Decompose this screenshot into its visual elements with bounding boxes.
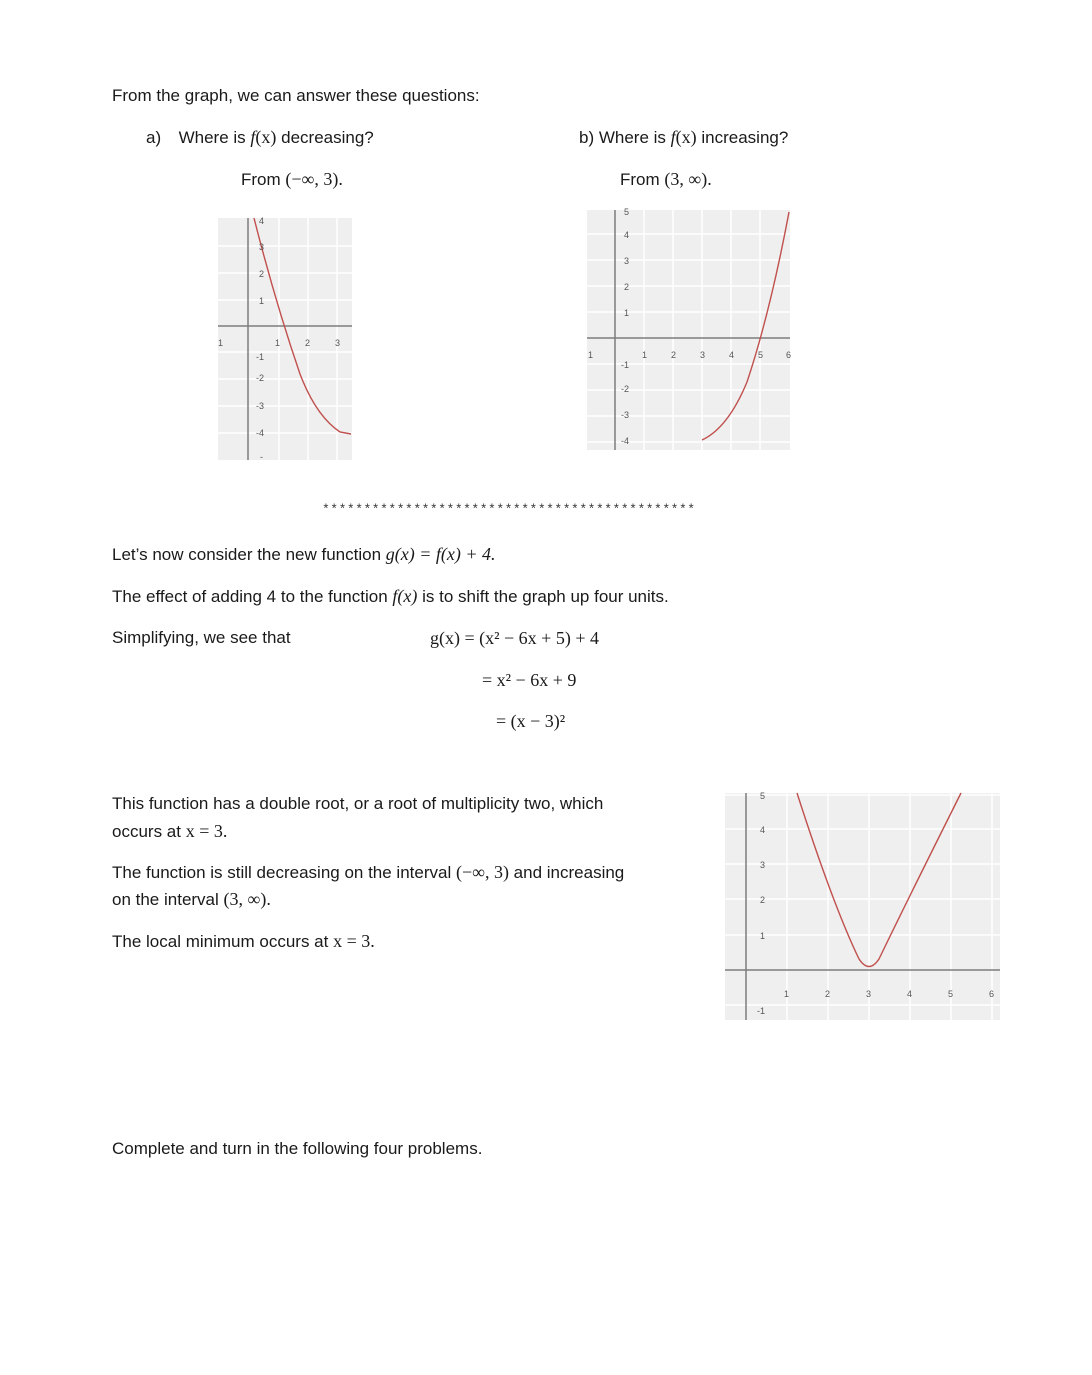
graph-b-ytick: -3 (621, 410, 630, 420)
graph-c-xtick: 4 (907, 989, 913, 999)
graph-c-xtick: 1 (784, 989, 790, 999)
minimum-line (112, 931, 375, 952)
new-function-line (112, 544, 496, 565)
graph-c-xtick: 3 (866, 989, 872, 999)
graph-b-ytick: -4 (621, 436, 630, 446)
graph-a-ytick: 4 (259, 216, 265, 226)
graph-a-ytick: 1 (259, 296, 265, 306)
answer-b (620, 169, 712, 190)
answer-a-pre: From (241, 170, 286, 189)
question-a-pre: Where is (178, 128, 251, 147)
graph-c-ytick: 2 (760, 895, 766, 905)
graph-b-xtick: 3 (700, 350, 706, 360)
interval-line-1-pre: The function is still decreasing on the interval (112, 863, 456, 882)
graph-a-ytick: - (260, 452, 263, 462)
graph-c-ytick: 1 (760, 931, 766, 941)
answer-a-math: (−∞, 3). (285, 169, 343, 189)
interval-line-2 (112, 889, 271, 910)
graph-b-ytick: 4 (624, 230, 630, 240)
interval-line-1-post: and increasing (508, 863, 625, 882)
graph-a-ytick: -4 (256, 428, 265, 438)
graph-b-ytick: 1 (624, 308, 630, 318)
question-b-pre: b) Where is (579, 128, 671, 147)
intro-text: From the graph, we can answer these questions: (112, 86, 480, 105)
simplify-line-1: g(x) = (x² − 6x + 5) + 4 (430, 628, 599, 648)
graph-a-ytick: 2 (259, 269, 265, 279)
graph-a-ytick: -1 (256, 352, 265, 362)
graph-c-ytick: 4 (760, 825, 766, 835)
question-a (146, 127, 374, 148)
separator: ********************************************* (322, 502, 696, 517)
graph-shifted-parabola (725, 793, 1000, 1020)
graph-b-ytick: 3 (624, 256, 630, 266)
graph-a-ytick: 3 (259, 242, 265, 252)
question-b-post: increasing? (696, 128, 789, 147)
simplify-label: Simplifying, we see that (112, 628, 291, 647)
graph-c-xtick: 5 (948, 989, 954, 999)
answer-a (241, 169, 343, 190)
graph-c-ytick: -1 (757, 1006, 766, 1016)
graph-b-xtick: 1 (588, 350, 594, 360)
graph-b-ytick: 5 (624, 207, 630, 217)
root-line-2-math: x = 3. (185, 821, 228, 841)
graph-b-ytick: -2 (621, 384, 630, 394)
answer-b-math: (3, ∞). (664, 169, 712, 189)
question-b-fname: f (670, 127, 676, 147)
graph-increasing (587, 207, 792, 450)
graph-a-ytick: -3 (256, 401, 265, 411)
question-a-fname: f (250, 127, 256, 147)
effect-post: is to shift the graph up four units. (417, 587, 669, 606)
interval-line-1 (112, 862, 624, 883)
minimum-math: x = 3. (333, 931, 375, 951)
graph-a-xtick: 3 (335, 338, 341, 348)
graph-a-xtick: 1 (275, 338, 281, 348)
root-line-2-pre: occurs at (112, 822, 186, 841)
effect-math: f(x) (392, 586, 418, 606)
root-line-2 (112, 821, 227, 842)
graph-c-xtick: 6 (989, 989, 995, 999)
graph-b-ytick: 2 (624, 282, 630, 292)
effect-line (112, 586, 669, 607)
graph-c-background (725, 793, 1000, 1020)
graph-a-xtick: 1 (218, 338, 224, 348)
answer-b-pre: From (620, 170, 665, 189)
question-a-arg: (x) (255, 127, 277, 147)
interval-line-2-pre: on the interval (112, 890, 224, 909)
simplify-line-2: = x² − 6x + 9 (482, 670, 577, 690)
graph-c-xtick: 2 (825, 989, 831, 999)
new-function-pre: Let’s now consider the new function (112, 545, 386, 564)
root-line-1: This function has a double root, or a root of multiplicity two, which (112, 794, 604, 813)
graph-c-ytick: 3 (760, 860, 766, 870)
simplify-line-3: = (x − 3)² (496, 711, 566, 731)
graph-b-ytick: -1 (621, 360, 630, 370)
graph-b-xtick: 2 (671, 350, 677, 360)
graph-b-xtick: 1 (642, 350, 648, 360)
graph-b-xtick: 6 (786, 350, 792, 360)
graph-a-background (218, 218, 352, 460)
effect-pre: The effect of adding 4 to the function (112, 587, 393, 606)
closing-text: Complete and turn in the following four problems. (112, 1139, 483, 1158)
interval-line-2-math: (3, ∞). (223, 889, 271, 909)
question-b-arg: (x) (675, 127, 697, 147)
question-a-label: a) (146, 128, 162, 147)
graph-decreasing (218, 218, 352, 460)
question-b (579, 127, 788, 148)
graph-c-ytick: 5 (760, 791, 766, 801)
graph-a-ytick: -2 (256, 373, 265, 383)
question-a-post: decreasing? (276, 128, 374, 147)
interval-line-1-math: (−∞, 3) (455, 862, 509, 882)
minimum-pre: The local minimum occurs at (112, 932, 334, 951)
graph-a-xtick: 2 (305, 338, 311, 348)
new-function-math: g(x) = f(x) + 4. (385, 544, 496, 564)
graph-b-xtick: 5 (758, 350, 764, 360)
graph-b-xtick: 4 (729, 350, 735, 360)
